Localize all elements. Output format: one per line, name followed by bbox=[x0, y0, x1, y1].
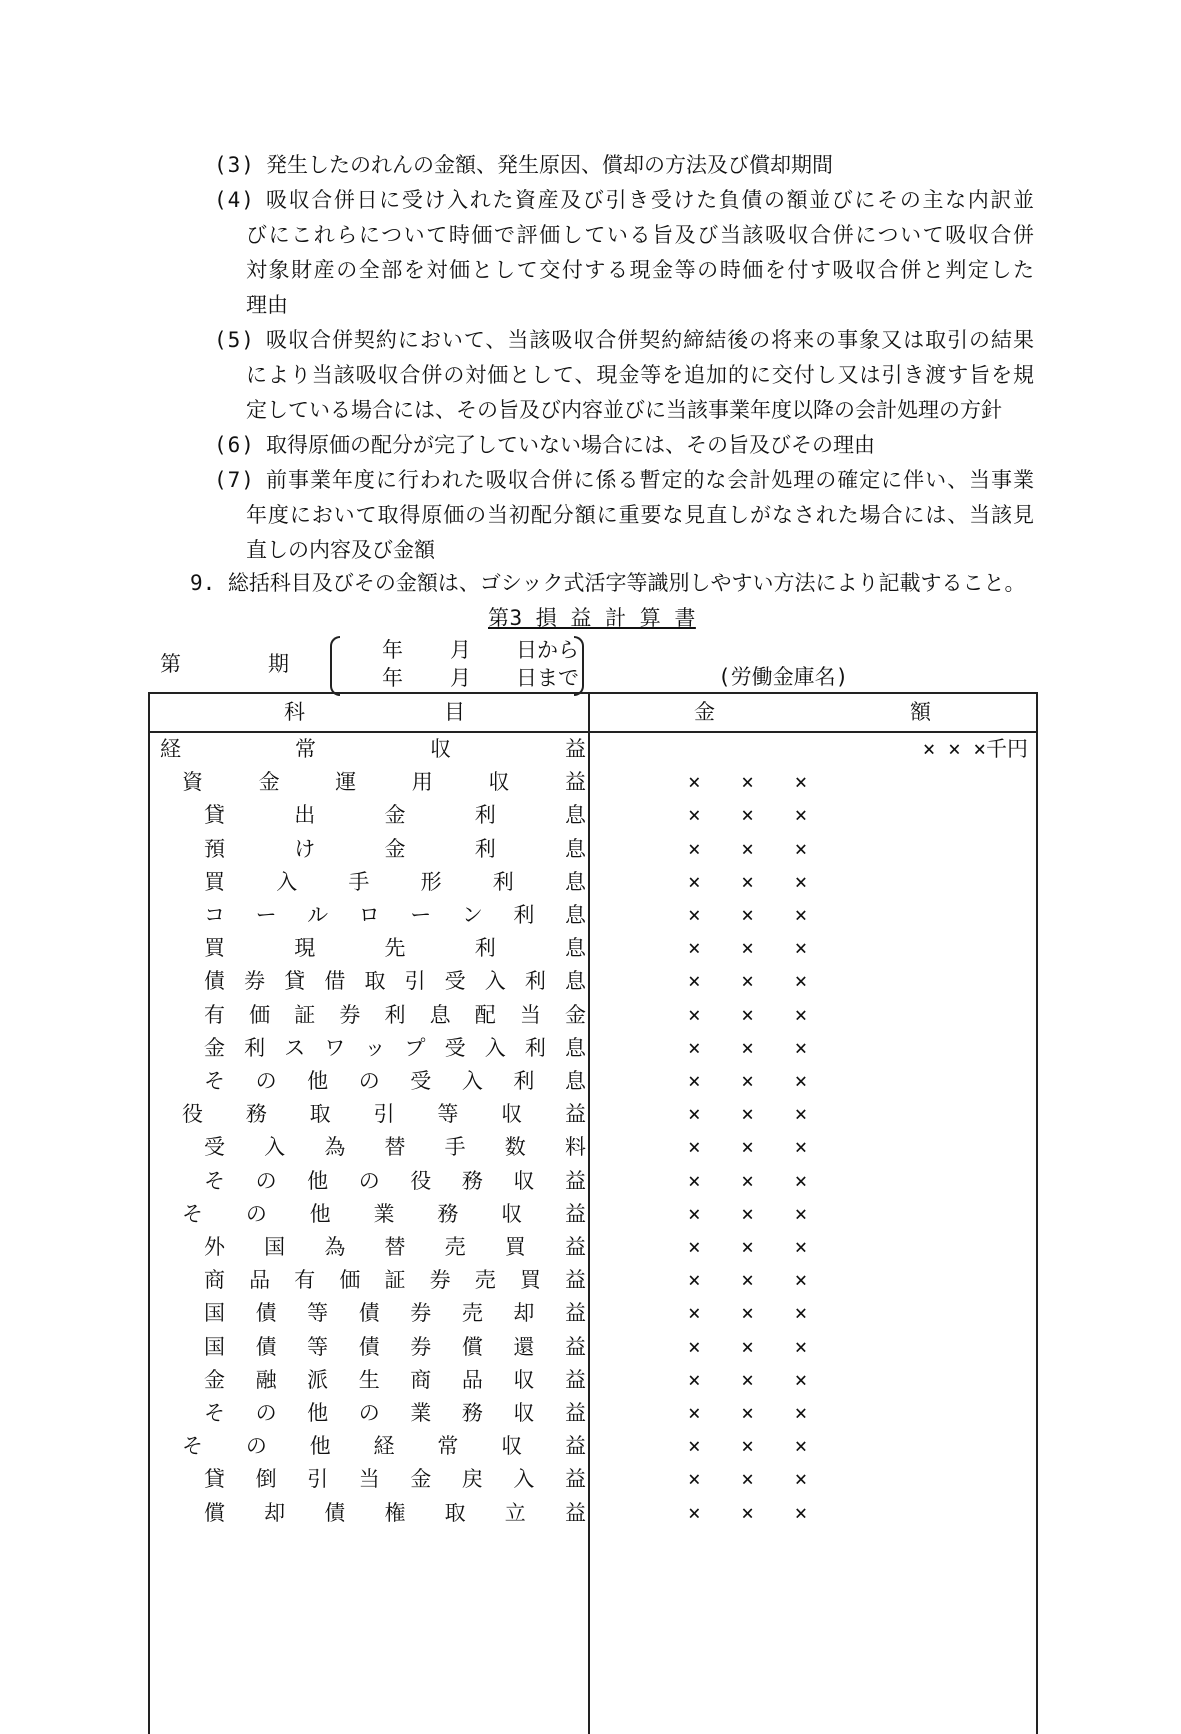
table-row bbox=[150, 866, 1036, 899]
table-row bbox=[150, 1032, 1036, 1065]
account-label-char: 運 bbox=[335, 770, 357, 795]
account-label-char: 経 bbox=[373, 1434, 395, 1459]
account-label-char: 先 bbox=[384, 936, 406, 961]
account-label-char: 等 bbox=[307, 1301, 329, 1326]
account-label-char: 益 bbox=[564, 1201, 586, 1226]
account-label-char: 利 bbox=[513, 903, 535, 927]
account-label-char: 為 bbox=[324, 1135, 346, 1160]
account-label-char: ー bbox=[410, 903, 432, 927]
account-label-char: 等 bbox=[307, 1334, 329, 1359]
account-label-char: 息 bbox=[564, 869, 586, 894]
account-label-char: コ bbox=[204, 903, 225, 927]
account-label-char: 経 bbox=[160, 737, 181, 761]
account-label-char: 取 bbox=[444, 1500, 466, 1525]
table-row bbox=[150, 833, 1036, 866]
account-label-char: そ bbox=[204, 1168, 225, 1193]
account-label bbox=[204, 1131, 586, 1164]
note-item-line: 吸収合併契約において、当該吸収合併契約締結後の将来の事象又は取引の結果 bbox=[266, 328, 1034, 352]
account-label-char: 替 bbox=[384, 1135, 406, 1160]
account-label-char: 利 bbox=[524, 969, 546, 994]
account-label-char: 息 bbox=[565, 803, 586, 828]
account-label-char: 売 bbox=[444, 1235, 466, 1259]
account-label-char: 当 bbox=[358, 1467, 380, 1492]
account-label-char: ス bbox=[284, 1035, 306, 1060]
account-label-char: そ bbox=[204, 1069, 225, 1093]
account-label-char: 金 bbox=[258, 770, 280, 795]
account-label-char: 価 bbox=[339, 1268, 361, 1293]
account-label-char: 務 bbox=[245, 1102, 267, 1127]
amount-value: × × × bbox=[688, 1401, 822, 1425]
amount-value: × × × bbox=[688, 1168, 822, 1193]
account-label-char: 金 bbox=[204, 1367, 225, 1392]
account-label bbox=[182, 1430, 586, 1463]
account-label-char: 益 bbox=[564, 1301, 586, 1326]
table-row bbox=[150, 1331, 1036, 1364]
account-label-char: 生 bbox=[358, 1367, 380, 1392]
account-label-char: 債 bbox=[255, 1301, 277, 1326]
account-label-char: 益 bbox=[564, 1235, 586, 1259]
account-label-char: 立 bbox=[504, 1500, 526, 1525]
note-item-line: 発生したのれんの金額、発生原因、償却の方法及び償却期間 bbox=[266, 153, 833, 177]
account-label-char: 国 bbox=[204, 1334, 225, 1359]
to-year-label: 年 bbox=[382, 666, 403, 690]
account-label-char: 他 bbox=[309, 1434, 331, 1459]
account-label-char: 入 bbox=[513, 1467, 535, 1492]
account-label-char: 当 bbox=[519, 1002, 541, 1027]
left-brace bbox=[330, 636, 340, 696]
account-label-char: 収 bbox=[501, 1102, 523, 1127]
account-label-char: 券 bbox=[410, 1301, 432, 1326]
account-label-char: 品 bbox=[461, 1367, 483, 1392]
account-label-char: 資 bbox=[182, 770, 203, 795]
amount-value: × × × bbox=[688, 903, 822, 927]
account-label-char: の bbox=[255, 1069, 277, 1093]
account-label-char: 息 bbox=[564, 1035, 586, 1060]
account-label-char: 買 bbox=[204, 869, 225, 894]
account-label-char: 倒 bbox=[255, 1467, 277, 1492]
account-label-char: 預 bbox=[204, 836, 225, 861]
account-label-char: 息 bbox=[565, 836, 586, 861]
amount-value: × × × bbox=[688, 1135, 822, 1160]
account-label-char: 利 bbox=[474, 803, 496, 828]
account-label-char: 戻 bbox=[461, 1467, 483, 1492]
account-label-char: 常 bbox=[437, 1434, 459, 1459]
account-label-char: 債 bbox=[204, 969, 225, 994]
note-item bbox=[214, 148, 1034, 183]
note-item-line: 定している場合には、その旨及び内容並びに当該事業年度以降の会計処理の方針 bbox=[246, 398, 1002, 422]
account-label-char: 券 bbox=[429, 1268, 451, 1293]
account-label-char: 券 bbox=[244, 969, 266, 994]
account-label-char: の bbox=[245, 1201, 267, 1226]
account-label-char: 国 bbox=[204, 1301, 225, 1326]
account-label-char: 他 bbox=[309, 1201, 331, 1226]
account-label bbox=[204, 1364, 586, 1397]
account-label-char: 息 bbox=[429, 1002, 451, 1027]
account-label-char: 引 bbox=[404, 969, 426, 994]
account-label-char: 有 bbox=[204, 1002, 225, 1027]
table-row bbox=[150, 1131, 1036, 1164]
account-label-char: の bbox=[358, 1401, 380, 1425]
account-label-char: 派 bbox=[307, 1367, 329, 1392]
account-label-char: 貸 bbox=[284, 969, 306, 994]
account-label bbox=[204, 1463, 586, 1496]
account-label-char: 収 bbox=[488, 770, 510, 795]
account-label-char: 買 bbox=[519, 1268, 541, 1293]
amount-value: × × × bbox=[688, 1268, 822, 1293]
amount-value: × × × bbox=[688, 1434, 822, 1459]
account-label-char: 業 bbox=[373, 1201, 395, 1226]
table-row bbox=[150, 1098, 1036, 1131]
amount-value: × × × bbox=[688, 1102, 822, 1127]
note-item-number: (5) bbox=[214, 328, 255, 352]
account-label bbox=[182, 1198, 586, 1231]
note-9: 9. 総括科目及びその金額は、ゴシック式活字等識別しやすい方法により記載すること。 bbox=[190, 571, 1026, 595]
account-label-char: 常 bbox=[295, 737, 316, 761]
account-label-char: 入 bbox=[484, 1035, 506, 1060]
note-item-line: びにこれらについて時価で評価している旨及び当該吸収合併について吸収合併 bbox=[246, 223, 1034, 247]
account-label-char: 証 bbox=[294, 1002, 316, 1027]
header-kingaku-2: 額 bbox=[910, 700, 931, 724]
amount-value: × × × bbox=[688, 1334, 822, 1359]
table-row bbox=[150, 1264, 1036, 1297]
account-label-char: 商 bbox=[204, 1268, 225, 1293]
account-label-char: 益 bbox=[564, 1334, 586, 1359]
account-label-char: ワ bbox=[324, 1035, 346, 1060]
amount-value: × × × bbox=[688, 1367, 822, 1392]
account-label-char: 買 bbox=[204, 936, 225, 961]
account-label-char: プ bbox=[404, 1035, 426, 1060]
income-statement-table bbox=[148, 692, 1038, 1734]
account-label-char: 権 bbox=[384, 1500, 406, 1525]
account-label-char: 引 bbox=[307, 1467, 329, 1492]
amount-value: × × × bbox=[688, 1467, 822, 1492]
account-label-char: 料 bbox=[564, 1135, 586, 1160]
account-label-char: 益 bbox=[564, 1500, 586, 1525]
note-item-number: (7) bbox=[214, 468, 255, 492]
account-label-char: 収 bbox=[501, 1201, 523, 1226]
table-row bbox=[150, 799, 1036, 832]
header-kamoku-1: 科 bbox=[284, 700, 305, 724]
account-label-char: 利 bbox=[384, 1002, 406, 1027]
account-label-char: 国 bbox=[264, 1235, 286, 1259]
account-label-char: そ bbox=[182, 1434, 203, 1459]
account-label-char: 他 bbox=[307, 1069, 329, 1093]
account-label-char: 償 bbox=[204, 1500, 225, 1525]
account-label-char: 貸 bbox=[204, 803, 225, 828]
table-row bbox=[150, 932, 1036, 965]
table-row bbox=[150, 965, 1036, 998]
account-label-char: 有 bbox=[294, 1268, 316, 1293]
account-label-char: の bbox=[358, 1069, 380, 1093]
table-row bbox=[150, 1165, 1036, 1198]
note-item-number: (6) bbox=[214, 433, 255, 457]
table-row bbox=[150, 1297, 1036, 1330]
note-item-line: 直しの内容及び金額 bbox=[246, 538, 435, 562]
account-label-char: 償 bbox=[461, 1334, 483, 1359]
account-label bbox=[160, 733, 586, 766]
account-label-char: 利 bbox=[513, 1069, 535, 1093]
account-label-char: 貸 bbox=[204, 1467, 225, 1492]
account-label-char: の bbox=[358, 1168, 380, 1193]
account-label-char: 取 bbox=[309, 1102, 331, 1127]
account-label-char: 却 bbox=[264, 1500, 286, 1525]
amount-value: × × × bbox=[688, 1500, 822, 1525]
account-label-char: 債 bbox=[324, 1500, 346, 1525]
statement-title: 第3 損 益 計 算 書 bbox=[488, 606, 696, 630]
from-month-label: 月 bbox=[450, 638, 471, 662]
account-label-char: 収 bbox=[513, 1367, 535, 1392]
account-label bbox=[204, 1397, 586, 1430]
table-row bbox=[150, 1497, 1036, 1530]
note-item-line: 対象財産の全部を対価として交付する現金等の時価を付す吸収合併と判定した bbox=[246, 258, 1034, 282]
table-row bbox=[150, 999, 1036, 1032]
account-label-char: 利 bbox=[492, 869, 514, 894]
account-label-char: 配 bbox=[474, 1002, 496, 1027]
account-label-char: 売 bbox=[461, 1301, 483, 1326]
account-label-char: の bbox=[255, 1401, 277, 1425]
account-label-char: ー bbox=[255, 903, 277, 927]
account-label-char: 金 bbox=[204, 1035, 225, 1060]
amount-value: × × × bbox=[688, 1035, 822, 1060]
account-label bbox=[182, 1098, 586, 1131]
account-label bbox=[204, 833, 586, 866]
account-label bbox=[204, 1497, 586, 1530]
amount-value: × × × bbox=[688, 1301, 822, 1326]
amount-value: × × × bbox=[688, 836, 822, 861]
note-item bbox=[214, 428, 1034, 463]
account-label-char: 出 bbox=[294, 803, 316, 828]
note-item-line: 前事業年度に行われた吸収合併に係る暫定的な会計処理の確定に伴い、当事業 bbox=[266, 468, 1034, 492]
account-label bbox=[204, 1032, 586, 1065]
account-label-char: 証 bbox=[384, 1268, 406, 1293]
amount-value: × × × bbox=[688, 936, 822, 961]
note-item-number: (4) bbox=[214, 188, 255, 212]
account-label-char: 息 bbox=[564, 903, 586, 927]
account-label-char: 債 bbox=[358, 1334, 380, 1359]
account-label-char: 利 bbox=[524, 1035, 546, 1060]
header-kamoku-2: 目 bbox=[444, 700, 465, 724]
table-row bbox=[150, 1430, 1036, 1463]
from-day-label: 日から bbox=[516, 638, 579, 662]
account-label-char: 券 bbox=[410, 1334, 432, 1359]
account-label-char: 借 bbox=[324, 969, 346, 994]
account-label-char: 還 bbox=[513, 1334, 535, 1359]
account-label-char: 外 bbox=[204, 1235, 225, 1259]
account-label bbox=[204, 1297, 586, 1330]
account-label-char: ン bbox=[461, 903, 483, 927]
account-label-char: 役 bbox=[182, 1102, 203, 1127]
account-label-char: 務 bbox=[461, 1401, 483, 1425]
account-label-char: 受 bbox=[410, 1069, 432, 1093]
account-label-char: 益 bbox=[564, 1467, 586, 1492]
note-item bbox=[214, 183, 1034, 323]
account-label-char: 入 bbox=[264, 1135, 286, 1160]
account-label-char: 券 bbox=[339, 1002, 361, 1027]
account-label bbox=[204, 999, 586, 1032]
account-label-char: 受 bbox=[444, 969, 466, 994]
account-label-char: 債 bbox=[255, 1334, 277, 1359]
table-row bbox=[150, 1397, 1036, 1430]
amount-value: × × × bbox=[688, 1069, 822, 1093]
account-label-char: の bbox=[255, 1168, 277, 1193]
account-label-char: 益 bbox=[564, 770, 586, 795]
account-label-char: 収 bbox=[513, 1401, 535, 1425]
account-label-char: 益 bbox=[564, 1102, 586, 1127]
account-label-char: 益 bbox=[564, 1367, 586, 1392]
account-label-char: 他 bbox=[307, 1401, 329, 1425]
account-label-char: 引 bbox=[373, 1102, 395, 1127]
table-row bbox=[150, 1364, 1036, 1397]
account-label-char: 役 bbox=[410, 1168, 432, 1193]
account-label-char: 金 bbox=[384, 836, 406, 861]
table-row bbox=[150, 1065, 1036, 1098]
amount-value: × × × bbox=[688, 969, 822, 994]
account-label bbox=[182, 766, 586, 799]
note-item-line: 取得原価の配分が完了していない場合には、その旨及びその理由 bbox=[266, 433, 875, 457]
to-day-label: 日まで bbox=[516, 666, 579, 690]
account-label-char: 利 bbox=[474, 836, 496, 861]
account-label-char: 業 bbox=[410, 1401, 432, 1425]
account-label-char: 入 bbox=[461, 1069, 483, 1093]
account-label-char: の bbox=[245, 1434, 267, 1459]
account-label-char: 却 bbox=[513, 1301, 535, 1326]
amount-value: × × × bbox=[688, 869, 822, 894]
account-label bbox=[204, 932, 586, 965]
account-label bbox=[204, 1065, 586, 1098]
account-label-char: 息 bbox=[564, 1069, 586, 1093]
bank-name: (労働金庫名) bbox=[718, 665, 849, 689]
account-label bbox=[204, 799, 586, 832]
account-label-char: 受 bbox=[204, 1135, 225, 1160]
account-label-char: 手 bbox=[444, 1135, 466, 1160]
amount-value: × × ×千円 bbox=[922, 737, 1028, 761]
account-label-char: 替 bbox=[384, 1235, 406, 1259]
to-month-label: 月 bbox=[450, 666, 471, 690]
account-label-char: ロ bbox=[358, 903, 380, 927]
account-label-char: 他 bbox=[307, 1168, 329, 1193]
account-label-char: 価 bbox=[249, 1002, 271, 1027]
account-label-char: そ bbox=[182, 1201, 203, 1226]
account-label bbox=[204, 899, 586, 932]
account-label-char: 形 bbox=[420, 869, 442, 894]
account-label-char: 金 bbox=[384, 803, 406, 828]
account-label-char: 為 bbox=[324, 1235, 346, 1259]
note-item-number: (3) bbox=[214, 153, 255, 177]
account-label-char: 収 bbox=[430, 737, 451, 761]
account-label-char: 品 bbox=[249, 1268, 271, 1293]
amount-value: × × × bbox=[688, 1002, 822, 1027]
table-row bbox=[150, 899, 1036, 932]
amount-value: × × × bbox=[688, 803, 822, 828]
account-label bbox=[204, 1165, 586, 1198]
table-row bbox=[150, 1198, 1036, 1231]
account-label-char: 融 bbox=[255, 1367, 277, 1392]
amount-value: × × × bbox=[688, 1235, 822, 1259]
account-label-char: 息 bbox=[564, 969, 586, 994]
account-label-char: 収 bbox=[501, 1434, 523, 1459]
account-label-char: 債 bbox=[358, 1301, 380, 1326]
header-kingaku-1: 金 bbox=[694, 700, 715, 724]
account-label-char: 金 bbox=[565, 1002, 586, 1027]
account-label-char: ル bbox=[307, 903, 329, 927]
note-item bbox=[214, 323, 1034, 428]
period-ki: 期 bbox=[268, 652, 289, 676]
account-label-char: 務 bbox=[437, 1201, 459, 1226]
account-label-char: 手 bbox=[348, 869, 370, 894]
note-item-line: 理由 bbox=[246, 293, 288, 317]
table-row bbox=[150, 766, 1036, 799]
account-label bbox=[204, 1231, 586, 1264]
period-dai: 第 bbox=[160, 652, 181, 676]
note-item bbox=[214, 463, 1034, 568]
account-label-char: 益 bbox=[564, 1168, 586, 1193]
account-label-char: 入 bbox=[484, 969, 506, 994]
account-label-char: 商 bbox=[410, 1367, 432, 1392]
table-row bbox=[150, 1463, 1036, 1496]
account-label-char: 務 bbox=[461, 1168, 483, 1193]
note-item-line: により当該吸収合併の対価として、現金等を追加的に交付し又は引き渡す旨を規 bbox=[246, 363, 1034, 387]
account-label bbox=[204, 866, 586, 899]
account-label-char: そ bbox=[204, 1401, 225, 1425]
note-item-line: 年度において取得原価の当初配分額に重要な見直しがなされた場合には、当該見 bbox=[246, 503, 1034, 527]
account-label-char: 取 bbox=[364, 969, 386, 994]
from-year-label: 年 bbox=[382, 638, 403, 662]
account-label-char: 入 bbox=[276, 869, 298, 894]
account-label bbox=[204, 1264, 586, 1297]
amount-value: × × × bbox=[688, 1201, 822, 1226]
account-label-char: 収 bbox=[513, 1168, 535, 1193]
account-label-char: 等 bbox=[437, 1102, 459, 1127]
table-row bbox=[150, 1231, 1036, 1264]
account-label-char: 息 bbox=[565, 936, 586, 961]
note-item-line: 吸収合併日に受け入れた資産及び引き受けた負債の額並びにその主な内訳並 bbox=[266, 188, 1034, 212]
account-label-char: 数 bbox=[504, 1135, 526, 1160]
account-label-char: 益 bbox=[564, 1434, 586, 1459]
account-label-char: 売 bbox=[474, 1268, 496, 1293]
amount-value: × × × bbox=[688, 770, 822, 795]
account-label bbox=[204, 965, 586, 998]
table-row bbox=[150, 733, 1036, 766]
account-label-char: 受 bbox=[444, 1035, 466, 1060]
account-label-char: 益 bbox=[564, 1401, 586, 1425]
account-label-char: 益 bbox=[565, 1268, 586, 1293]
account-label-char: 買 bbox=[504, 1235, 526, 1259]
account-label-char: ッ bbox=[364, 1035, 386, 1060]
account-label-char: け bbox=[294, 836, 316, 861]
account-label-char: 利 bbox=[474, 936, 496, 961]
account-label-char: 利 bbox=[244, 1035, 266, 1060]
account-label bbox=[204, 1331, 586, 1364]
account-label-char: 金 bbox=[410, 1467, 432, 1492]
account-label-char: 現 bbox=[294, 936, 316, 961]
account-label-char: 益 bbox=[565, 737, 586, 761]
account-label-char: 用 bbox=[411, 770, 433, 795]
